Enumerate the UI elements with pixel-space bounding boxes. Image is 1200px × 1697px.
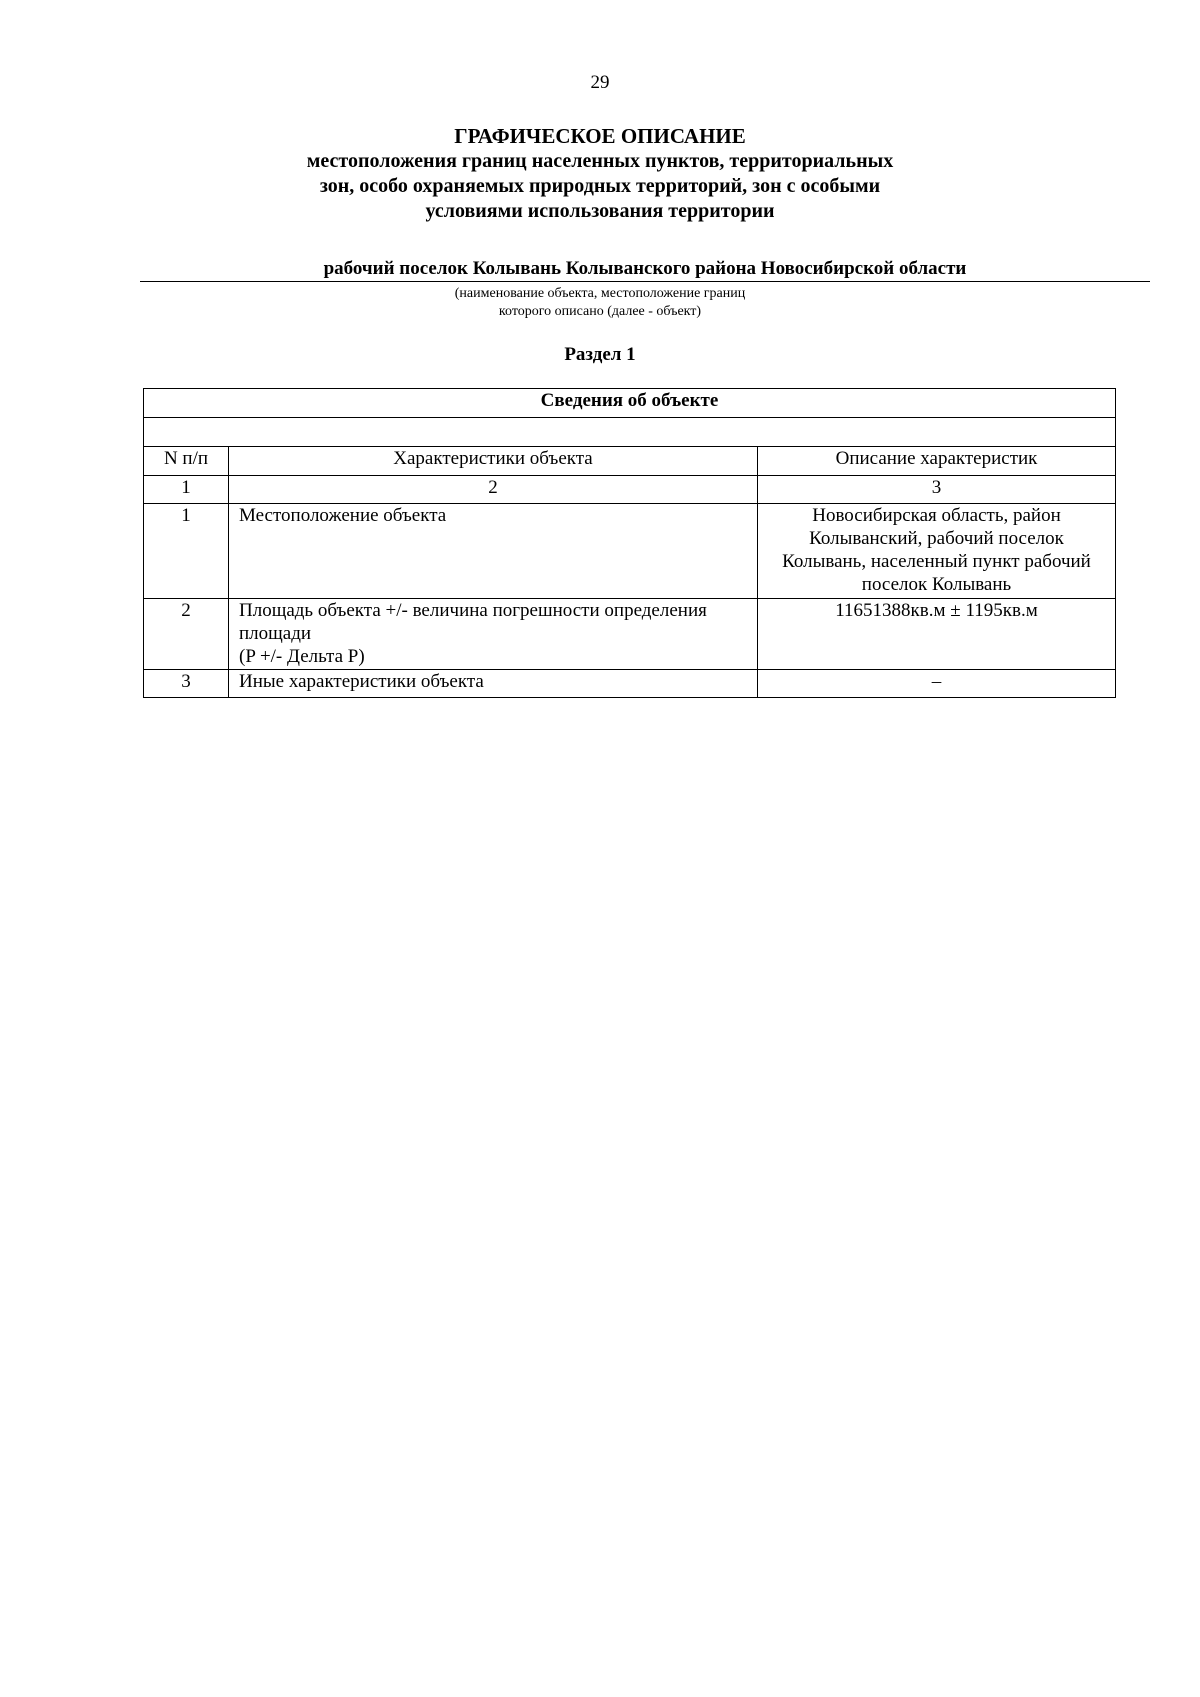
row-characteristic: Иные характеристики объекта — [229, 670, 758, 698]
object-caption-line-1: (наименование объекта, местоположение границ — [454, 286, 746, 301]
object-info-table — [143, 388, 1116, 698]
row-characteristic — [229, 599, 758, 670]
header-num: N п/п — [144, 447, 229, 476]
row-description: – — [758, 670, 1116, 698]
title-main: ГРАФИЧЕСКОЕ ОПИСАНИЕ — [454, 124, 746, 148]
row-characteristic-line-1: Площадь объекта +/- величина погрешности определения площади — [239, 600, 707, 644]
row-description: Новосибирская область, район Колыванский, рабочий поселок Колывань, населенный пункт рабочий поселок Колывань — [758, 504, 1116, 599]
section-title: Раздел 1 — [564, 344, 636, 365]
page-number: 29 — [590, 72, 610, 93]
document-title — [0, 124, 1200, 224]
object-caption-line-2: которого описано (далее - объект) — [498, 304, 702, 319]
header-characteristic: Характеристики объекта — [229, 447, 758, 476]
row-characteristic: Местоположение объекта — [229, 504, 758, 599]
title-line-3: условиями использования территории — [425, 200, 775, 222]
table-empty-row — [144, 418, 1116, 447]
column-numbers-row — [144, 476, 1116, 504]
table-empty-cell — [144, 418, 1116, 447]
column-number: 3 — [758, 476, 1116, 504]
row-description: 11651388кв.м ± 1195кв.м — [758, 599, 1116, 670]
header-description: Описание характеристик — [758, 447, 1116, 476]
row-characteristic-line-2: (P +/- Дельта P) — [239, 646, 365, 667]
object-caption — [0, 285, 1200, 321]
column-number: 1 — [144, 476, 229, 504]
title-line-2: зон, особо охраняемых природных территорий, зон с особыми — [319, 175, 881, 197]
row-num: 3 — [144, 670, 229, 698]
table-row — [144, 670, 1116, 698]
table-caption: Сведения об объекте — [144, 389, 1116, 418]
table-row — [144, 599, 1116, 670]
object-name: рабочий поселок Колывань Колыванского района Новосибирской области — [140, 258, 1150, 282]
row-num: 1 — [144, 504, 229, 599]
table-header-row — [144, 447, 1116, 476]
table-caption-row — [144, 389, 1116, 418]
title-line-1: местоположения границ населенных пунктов, территориальных — [306, 150, 894, 172]
row-num: 2 — [144, 599, 229, 670]
table-row — [144, 504, 1116, 599]
column-number: 2 — [229, 476, 758, 504]
